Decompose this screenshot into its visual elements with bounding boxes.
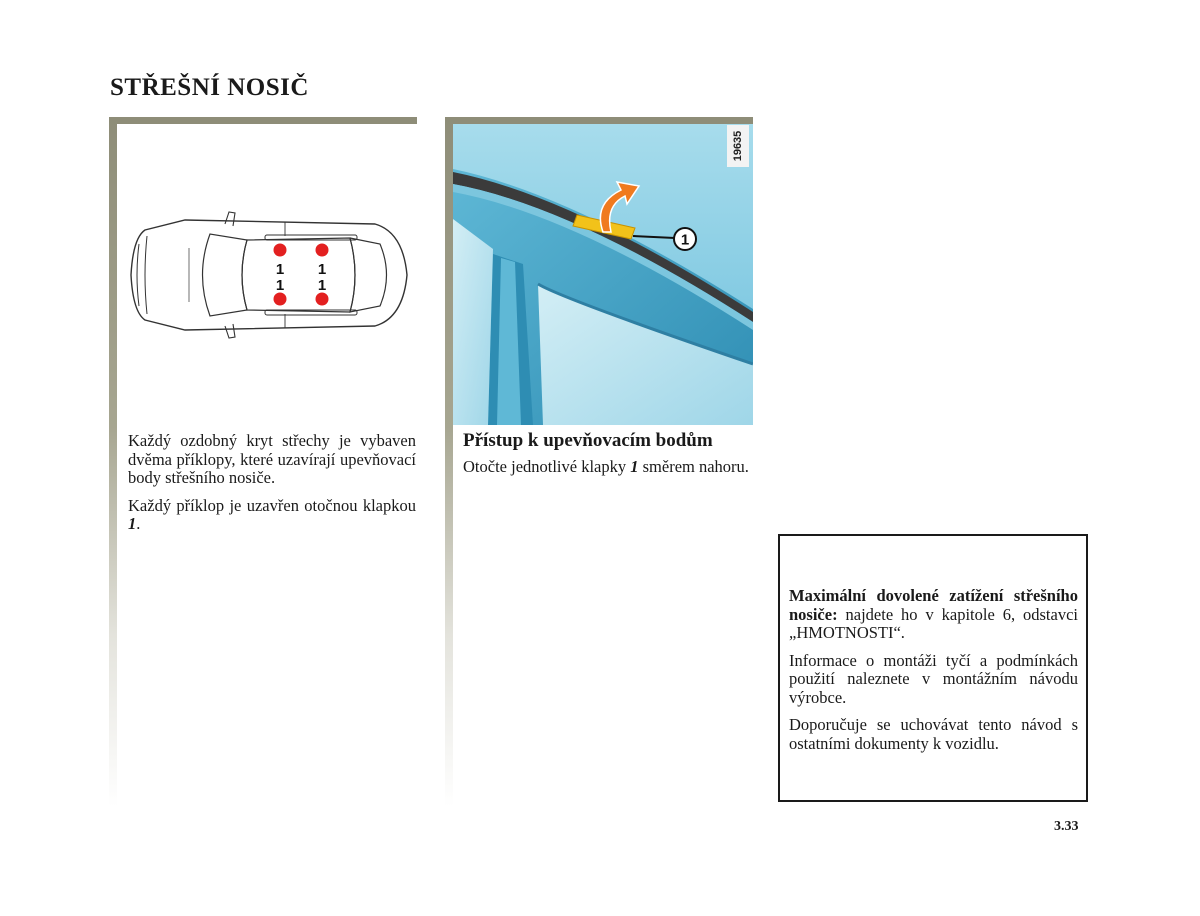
access-heading: Přístup k upevňovacím bodům [463,430,713,451]
left-side-rule [109,117,117,807]
instruction-text-end: směrem nahoru. [638,457,749,476]
page-number: 3.33 [1054,819,1079,834]
load-limit-lead: Maximální dovolené zatížení střešního nosiče: [789,586,1078,624]
car-top-view-figure [125,208,411,342]
left-column-text [128,432,416,543]
instruction-paragraph [463,458,752,477]
figure-code: 19635 [732,130,744,162]
figure-code-label [727,125,749,167]
marker-label: 1 [317,261,327,278]
flap-text-end: . [136,514,141,533]
marker-label: 1 [317,277,327,294]
flap-text: Každý příklop je uzavřen otočnou klapkou [128,495,416,515]
instruction-reference: 1 [630,457,639,476]
middle-top-rule [445,117,753,124]
instruction-text: Otočte jednotlivé klapky [463,457,631,476]
middle-side-rule [445,117,453,807]
load-limit-paragraph [789,587,1078,643]
callout-label: 1 [680,231,690,249]
roof-flap-illustration [453,124,753,425]
flap-reference: 1 [128,514,137,533]
middle-column-text [463,458,752,486]
marker-label: 1 [275,261,285,278]
mount-point-marker [316,293,329,306]
mount-point-marker [316,244,329,257]
page-title: STŘEŠNÍ NOSIČ [110,74,309,101]
marker-label: 1 [275,277,285,294]
mount-point-marker [274,293,287,306]
flap-paragraph [128,497,416,534]
load-limit-text: najdete ho v kapitole 6, odstavci „HMOTNOSTI“. [789,604,1078,642]
mounting-info-paragraph: Informace o montáži tyčí a podmínkách použití naleznete v montážním návodu výrobce. [789,650,1078,707]
keep-manual-paragraph: Doporučuje se uchovávat tento návod s ostatními dokumenty k vozidlu. [789,715,1078,753]
mount-point-marker [274,244,287,257]
note-text [789,587,1078,762]
roof-cover-paragraph: Každý ozdobný kryt střechy je vybaven dvěma příklopy, které uzavírají upevňovací body střešního nosiče. [128,431,416,487]
left-top-rule [109,117,417,124]
